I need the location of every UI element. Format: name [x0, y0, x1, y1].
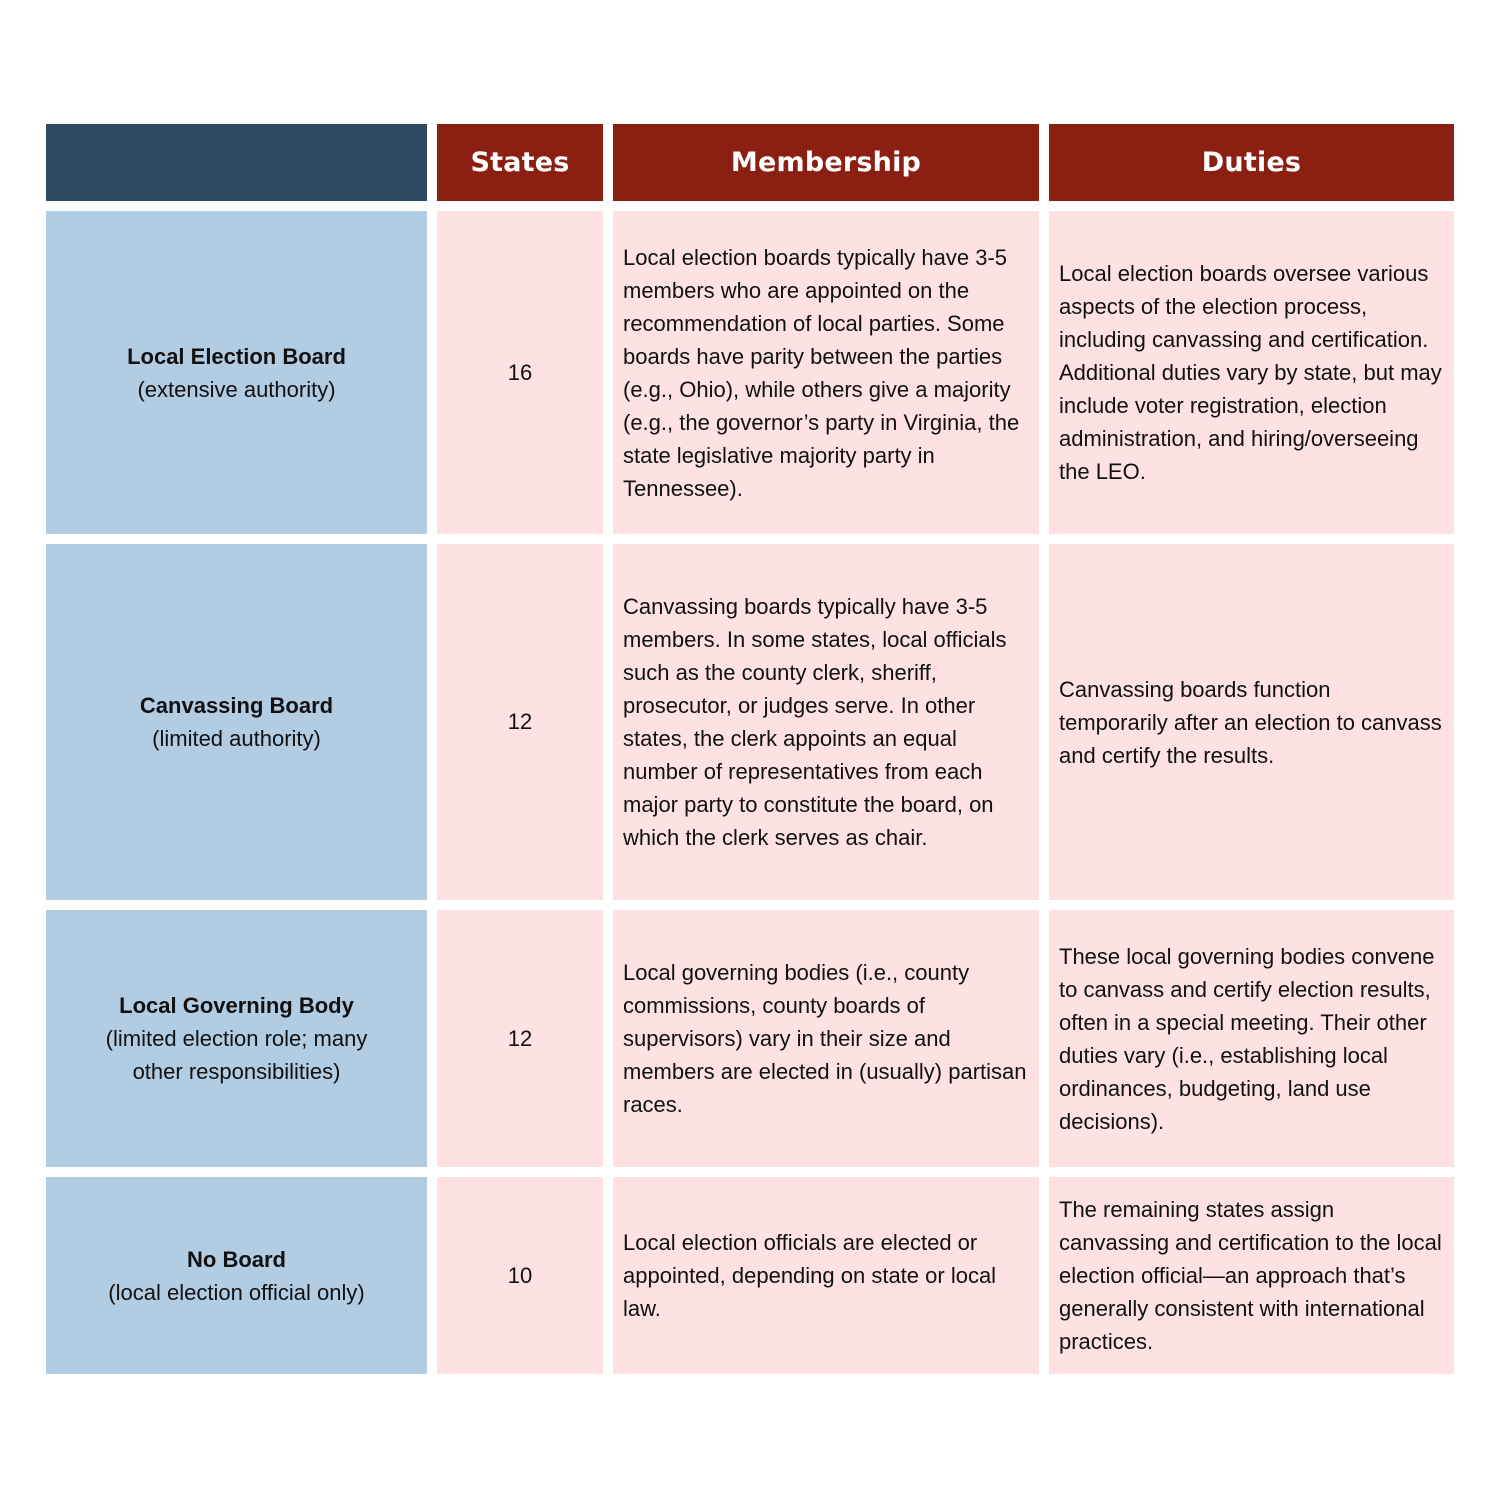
duties-cell — [1049, 544, 1454, 900]
states-count: 12 — [437, 544, 603, 900]
row-label-canvassing-board — [46, 544, 427, 900]
row-name: No Board — [187, 1246, 286, 1272]
membership-cell — [613, 910, 1039, 1167]
header-membership: Membership — [613, 124, 1039, 201]
duties-text: These local governing bodies convene to canvass and certify election results, often in a special meeting. Their other duties vary (i.e., establishing local ordinances, budgeting, land use decisions). — [1059, 943, 1435, 1134]
states-count: 16 — [437, 211, 603, 534]
row-label-no-board — [46, 1177, 427, 1374]
membership-cell — [613, 544, 1039, 900]
row-name: Local Election Board — [127, 343, 346, 369]
board-comparison-table — [46, 124, 1454, 1374]
duties-cell — [1049, 910, 1454, 1167]
row-name: Local Governing Body — [119, 993, 354, 1018]
membership-text: Canvassing boards typically have 3-5 members. In some states, local officials such as the county clerk, sheriff, prosecutor, or judges serve. In other states, the clerk appoints an equal number of representatives from each major party to constitute the board, on which the clerk serves as chair. — [623, 594, 1007, 850]
duties-text: Canvassing boards function temporarily after an election to canvass and certify the results. — [1059, 676, 1442, 768]
row-subtitle: (local election official only) — [108, 1279, 365, 1305]
row-name: Canvassing Board — [139, 693, 334, 718]
membership-cell — [613, 1177, 1039, 1374]
header-duties: Duties — [1049, 124, 1454, 201]
row-subtitle: (limited election role; many other responsibilities) — [105, 1026, 368, 1084]
row-label-local-governing-body — [46, 910, 427, 1167]
duties-text: Local election boards oversee various aspects of the election process, including canvassing and certification. Additional duties vary by state, but may include voter registration, election administration, and hiring/overseeing the LEO. — [1059, 261, 1442, 484]
states-count: 10 — [437, 1177, 603, 1374]
membership-text: Local election officials are elected or appointed, depending on state or local law. — [623, 1230, 997, 1321]
row-subtitle: (extensive authority) — [137, 376, 336, 402]
duties-cell — [1049, 211, 1454, 534]
row-subtitle: (limited authority) — [152, 726, 321, 751]
membership-text: Local governing bodies (i.e., county commissions, county boards of supervisors) vary in their size and members are elected in (usually) partisan races. — [623, 960, 1027, 1117]
row-label-local-election-board — [46, 211, 427, 534]
duties-text: The remaining states assign canvassing and certification to the local election official—an approach that’s generally consistent with international practices. — [1059, 1197, 1442, 1354]
header-states: States — [437, 124, 603, 201]
header-blank-cell — [46, 124, 427, 201]
membership-text: Local election boards typically have 3-5 members who are appointed on the recommendation of local parties. Some boards have parity between the parties (e.g., Ohio), while others give a majority (e.g., the governor’s party in Virginia, the state legislative majority party in Tennessee). — [623, 244, 1020, 501]
membership-cell — [613, 211, 1039, 534]
duties-cell — [1049, 1177, 1454, 1374]
states-count: 12 — [437, 910, 603, 1167]
